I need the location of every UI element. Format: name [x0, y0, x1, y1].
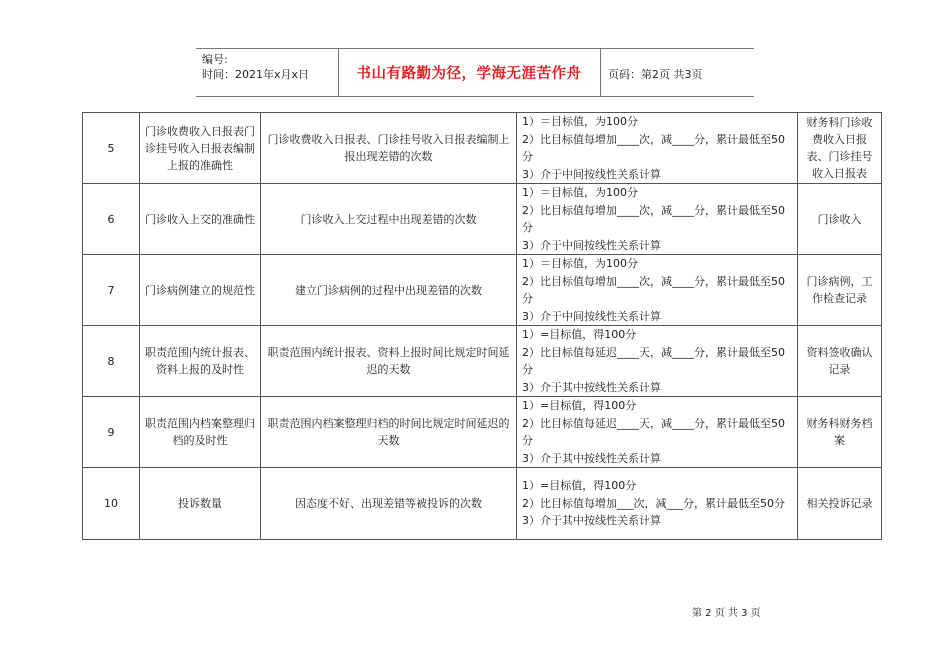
- kpi-item: 门诊收费收入日报表门诊挂号收入日报表编制上报的准确性: [140, 113, 261, 184]
- rule-line: 2）比目标值每延迟____天，减____分，累计最低至50分: [522, 416, 785, 447]
- rule-line: 2）比目标值每延迟____天，减____分，累计最低至50分: [522, 345, 785, 376]
- scoring-rules: [517, 397, 798, 468]
- table-row: [83, 113, 882, 184]
- rule-line: 2）比目标值每增加____次，减____分，累计最低至50分: [522, 203, 785, 234]
- header-meta: [202, 52, 309, 82]
- table-row: [83, 184, 882, 255]
- kpi-definition: 因态度不好、出现差错等被投诉的次数: [261, 468, 517, 540]
- header-page-info: 页码：第2页 共3页: [608, 68, 703, 81]
- kpi-definition: 门诊收入上交过程中出现差错的次数: [261, 184, 517, 255]
- rule-line: 1）＝目标值，为100分: [522, 257, 638, 270]
- page-footer: 第 2 页 共 3 页: [692, 608, 761, 619]
- rule-line: 1）=目标值，得100分: [522, 399, 637, 412]
- rule-line: 1）=目标值，得100分: [522, 479, 637, 493]
- data-source: 财务科门诊收费收入日报表、门诊挂号收入日报表: [798, 113, 882, 184]
- row-number: 5: [83, 113, 140, 184]
- code-label: 编号:: [202, 53, 228, 66]
- time-label: 时间：2021年x月x日: [202, 68, 310, 81]
- data-source: 门诊病例，工作检查记录: [798, 255, 882, 326]
- data-source: 门诊收入: [798, 184, 882, 255]
- table-row: [83, 255, 882, 326]
- data-source: 财务科财务档案: [798, 397, 882, 468]
- rule-line: 2）比目标值每增加___次，减___分，累计最低至50分: [522, 496, 785, 510]
- rule-line: 3）介于其中按线性关系计算: [522, 380, 661, 394]
- kpi-item: 门诊收入上交的准确性: [140, 184, 261, 255]
- kpi-item: 职责范围内统计报表、资料上报的及时性: [140, 326, 261, 397]
- table-row: [83, 397, 882, 468]
- row-number: 9: [83, 397, 140, 468]
- rule-line: 2）比目标值每增加____次，减____分，累计最低至50分: [522, 132, 785, 163]
- header-divider: [600, 49, 601, 96]
- page-header: [196, 48, 754, 97]
- kpi-definition: 门诊收费收入日报表、门诊挂号收入日报表编制上报出现差错的次数: [261, 113, 517, 184]
- scoring-rules: [517, 255, 798, 326]
- scoring-rules: [517, 113, 798, 184]
- data-source: 资料签收确认记录: [798, 326, 882, 397]
- rule-line: 1）=目标值，得100分: [522, 328, 637, 341]
- kpi-item: 投诉数量: [140, 468, 261, 540]
- rule-line: 3）介于中间按线性关系计算: [522, 167, 661, 181]
- rule-line: 1）＝目标值，为100分: [522, 186, 638, 199]
- header-motto: 书山有路勤为径，学海无涯苦作舟: [356, 66, 582, 82]
- rule-line: 3）介于中间按线性关系计算: [522, 309, 661, 323]
- rule-line: 3）介于中间按线性关系计算: [522, 238, 661, 252]
- kpi-definition: 建立门诊病例的过程中出现差错的次数: [261, 255, 517, 326]
- data-source: 相关投诉记录: [798, 468, 882, 540]
- table-row: [83, 326, 882, 397]
- kpi-definition: 职责范围内统计报表、资料上报时间比规定时间延迟的天数: [261, 326, 517, 397]
- rule-line: 3）介于其中按线性关系计算: [522, 514, 661, 528]
- kpi-item: 门诊病例建立的规范性: [140, 255, 261, 326]
- row-number: 8: [83, 326, 140, 397]
- scoring-rules: [517, 468, 798, 540]
- row-number: 10: [83, 468, 140, 540]
- row-number: 6: [83, 184, 140, 255]
- rule-line: 2）比目标值每增加____次，减____分，累计最低至50分: [522, 274, 785, 305]
- row-number: 7: [83, 255, 140, 326]
- kpi-table: [82, 112, 882, 540]
- kpi-definition: 职责范围内档案整理归档的时间比规定时间延迟的天数: [261, 397, 517, 468]
- rule-line: 3）介于其中按线性关系计算: [522, 451, 661, 465]
- kpi-item: 职责范围内档案整理归档的及时性: [140, 397, 261, 468]
- rule-line: 1）＝目标值，为100分: [522, 115, 638, 128]
- scoring-rules: [517, 184, 798, 255]
- scoring-rules: [517, 326, 798, 397]
- table-row: [83, 468, 882, 540]
